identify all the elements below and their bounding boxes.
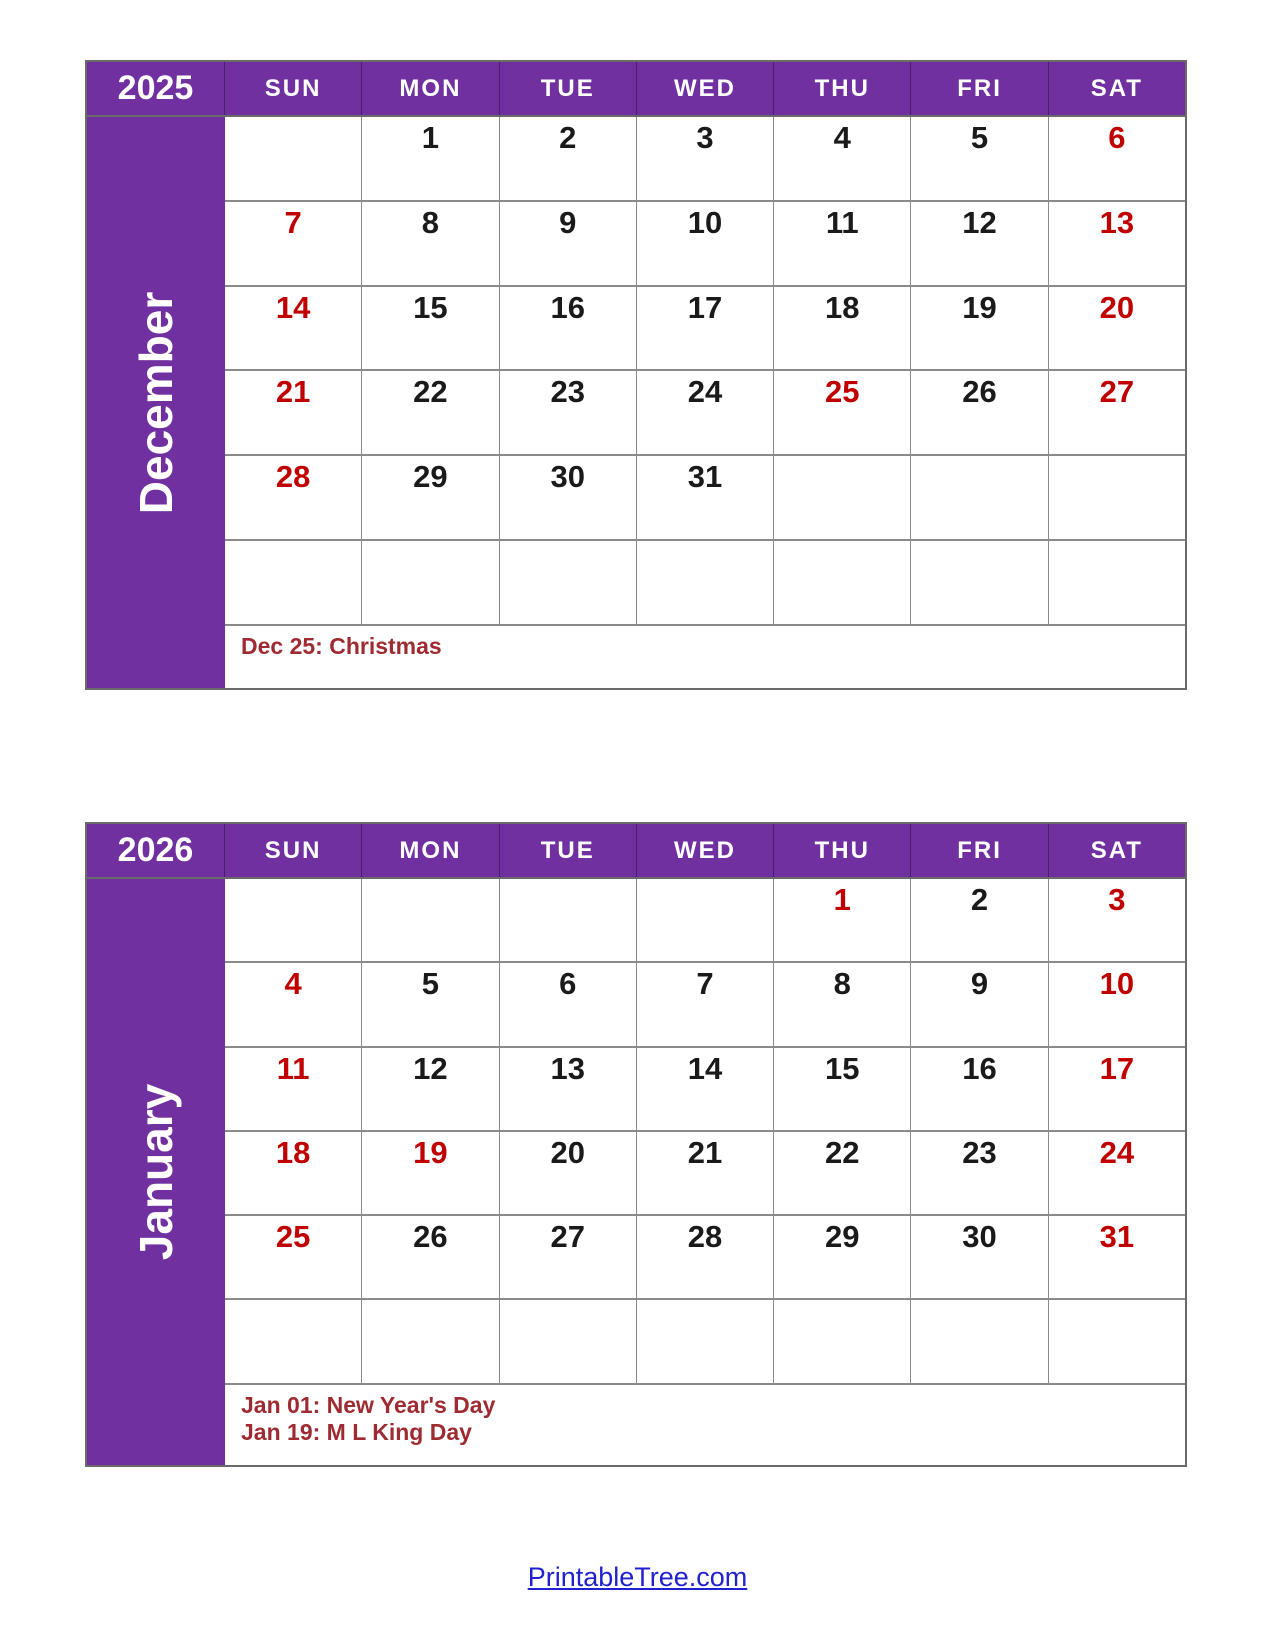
date-cell-empty xyxy=(225,117,362,200)
date-cell-empty xyxy=(225,879,362,961)
date-cell-january-27: 27 xyxy=(500,1216,637,1298)
date-cell-december-11: 11 xyxy=(774,202,911,285)
month-name-label: December xyxy=(130,291,182,514)
date-cell-january-3: 3 xyxy=(1108,882,1126,917)
date-cell-empty xyxy=(500,541,637,624)
date-cell-december-21: 21 xyxy=(225,371,362,454)
date-cell-january-2: 2 xyxy=(911,879,1048,961)
date-cell-january-11: 11 xyxy=(225,1048,362,1130)
date-cell-december-28: 28 xyxy=(225,456,362,539)
date-cell-empty xyxy=(500,879,637,961)
week-row xyxy=(225,541,1185,626)
date-grid xyxy=(225,879,1185,1465)
date-cell-december-23: 23 xyxy=(500,371,637,454)
calendar-body xyxy=(87,879,1185,1465)
date-cell-empty xyxy=(911,456,1048,539)
date-cell-december-10: 10 xyxy=(637,202,774,285)
date-cell-january-21: 21 xyxy=(637,1132,774,1214)
date-cell-january-5: 5 xyxy=(362,963,499,1045)
date-cell-january-15: 15 xyxy=(774,1048,911,1130)
date-cell-december-12: 12 xyxy=(911,202,1048,285)
date-cell-december-3: 3 xyxy=(637,117,774,200)
holiday-notes xyxy=(225,626,1185,688)
date-cell-empty xyxy=(774,541,911,624)
date-cell-january-8: 8 xyxy=(774,963,911,1045)
month-sidebar xyxy=(87,879,225,1465)
day-header-fri: FRI xyxy=(911,62,1048,115)
date-cell-january-29: 29 xyxy=(774,1216,911,1298)
date-cell-december-29: 29 xyxy=(362,456,499,539)
year-label: 2026 xyxy=(87,824,225,877)
week-row xyxy=(225,1132,1185,1216)
date-cell-empty xyxy=(1049,1300,1185,1382)
date-cell-january-18: 18 xyxy=(225,1132,362,1214)
date-cell-empty xyxy=(362,1300,499,1382)
date-cell-january-10: 10 xyxy=(1099,966,1135,1002)
week-row xyxy=(225,371,1185,456)
date-cell-december-4: 4 xyxy=(774,117,911,200)
day-header-thu: THU xyxy=(774,62,911,115)
date-cell-december-27: 27 xyxy=(1099,374,1135,410)
date-cell-december-25: 25 xyxy=(774,371,911,454)
date-cell-december-20: 20 xyxy=(1099,289,1135,325)
calendar-january-2026 xyxy=(85,822,1187,1467)
date-cell-january-4: 4 xyxy=(225,963,362,1045)
date-cell-january-25: 25 xyxy=(225,1216,362,1298)
date-cell-december-24: 24 xyxy=(637,371,774,454)
date-cell-january-31: 31 xyxy=(1099,1219,1135,1255)
date-cell-empty xyxy=(774,456,911,539)
calendar-body xyxy=(87,117,1185,688)
date-cell-december-14: 14 xyxy=(225,287,362,370)
week-row xyxy=(225,1300,1185,1384)
day-header-sun: SUN xyxy=(225,824,362,877)
calendar-header-row xyxy=(87,62,1185,117)
year-label: 2025 xyxy=(87,62,225,115)
date-cell-january-17: 17 xyxy=(1099,1050,1135,1086)
date-cell-january-19: 19 xyxy=(362,1132,499,1214)
date-cell-empty xyxy=(225,541,362,624)
date-cell-empty xyxy=(637,1300,774,1382)
day-header-sat: SAT xyxy=(1090,836,1143,864)
week-row xyxy=(225,1048,1185,1132)
date-cell-january-7: 7 xyxy=(637,963,774,1045)
week-row xyxy=(225,287,1185,372)
date-cell-january-6: 6 xyxy=(500,963,637,1045)
date-cell-empty xyxy=(500,1300,637,1382)
holiday-note: Dec 25: Christmas xyxy=(241,632,442,659)
date-cell-december-2: 2 xyxy=(500,117,637,200)
date-cell-december-19: 19 xyxy=(911,287,1048,370)
date-cell-december-30: 30 xyxy=(500,456,637,539)
date-cell-december-16: 16 xyxy=(500,287,637,370)
date-cell-january-24: 24 xyxy=(1099,1134,1135,1170)
date-cell-empty xyxy=(362,879,499,961)
date-cell-january-1: 1 xyxy=(774,879,911,961)
day-header-tue: TUE xyxy=(500,824,637,877)
date-cell-december-6: 6 xyxy=(1108,120,1126,155)
date-grid xyxy=(225,117,1185,688)
date-cell-empty xyxy=(637,879,774,961)
day-header-sat: SAT xyxy=(1090,74,1143,102)
date-cell-december-18: 18 xyxy=(774,287,911,370)
date-cell-january-16: 16 xyxy=(911,1048,1048,1130)
holiday-note: Jan 01: New Year's Day xyxy=(241,1391,496,1418)
calendar-header-row xyxy=(87,824,1185,879)
date-cell-january-30: 30 xyxy=(911,1216,1048,1298)
date-cell-december-8: 8 xyxy=(362,202,499,285)
footer xyxy=(0,1562,1275,1593)
date-cell-january-28: 28 xyxy=(637,1216,774,1298)
month-name-label: January xyxy=(130,1083,182,1261)
date-cell-december-7: 7 xyxy=(225,202,362,285)
holiday-note: Jan 19: M L King Day xyxy=(241,1418,472,1445)
week-row xyxy=(225,117,1185,202)
date-cell-empty xyxy=(225,1300,362,1382)
date-cell-january-22: 22 xyxy=(774,1132,911,1214)
day-header-fri: FRI xyxy=(911,824,1048,877)
date-cell-empty xyxy=(637,541,774,624)
date-cell-december-1: 1 xyxy=(362,117,499,200)
date-cell-january-23: 23 xyxy=(911,1132,1048,1214)
week-row xyxy=(225,879,1185,963)
date-cell-december-9: 9 xyxy=(500,202,637,285)
day-header-wed: WED xyxy=(637,62,774,115)
date-cell-december-31: 31 xyxy=(637,456,774,539)
date-cell-december-22: 22 xyxy=(362,371,499,454)
date-cell-empty xyxy=(911,1300,1048,1382)
week-row xyxy=(225,456,1185,541)
date-cell-empty xyxy=(774,1300,911,1382)
date-cell-january-13: 13 xyxy=(500,1048,637,1130)
day-header-thu: THU xyxy=(774,824,911,877)
date-cell-empty xyxy=(1049,541,1185,624)
date-cell-january-20: 20 xyxy=(500,1132,637,1214)
date-cell-january-12: 12 xyxy=(362,1048,499,1130)
day-header-mon: MON xyxy=(362,62,499,115)
date-cell-january-14: 14 xyxy=(637,1048,774,1130)
week-row xyxy=(225,202,1185,287)
week-row xyxy=(225,963,1185,1047)
date-cell-january-9: 9 xyxy=(911,963,1048,1045)
date-cell-december-5: 5 xyxy=(911,117,1048,200)
date-cell-december-17: 17 xyxy=(637,287,774,370)
date-cell-december-13: 13 xyxy=(1099,204,1135,240)
day-header-wed: WED xyxy=(637,824,774,877)
date-cell-empty xyxy=(1049,456,1185,539)
day-header-tue: TUE xyxy=(500,62,637,115)
holiday-notes xyxy=(225,1385,1185,1465)
day-header-mon: MON xyxy=(362,824,499,877)
date-cell-december-15: 15 xyxy=(362,287,499,370)
week-row xyxy=(225,1216,1185,1300)
date-cell-december-26: 26 xyxy=(911,371,1048,454)
day-header-sun: SUN xyxy=(225,62,362,115)
calendar-december-2025 xyxy=(85,60,1187,690)
footer-link[interactable]: PrintableTree.com xyxy=(527,1562,748,1592)
date-cell-empty xyxy=(911,541,1048,624)
month-sidebar xyxy=(87,117,225,688)
date-cell-january-26: 26 xyxy=(362,1216,499,1298)
date-cell-empty xyxy=(362,541,499,624)
